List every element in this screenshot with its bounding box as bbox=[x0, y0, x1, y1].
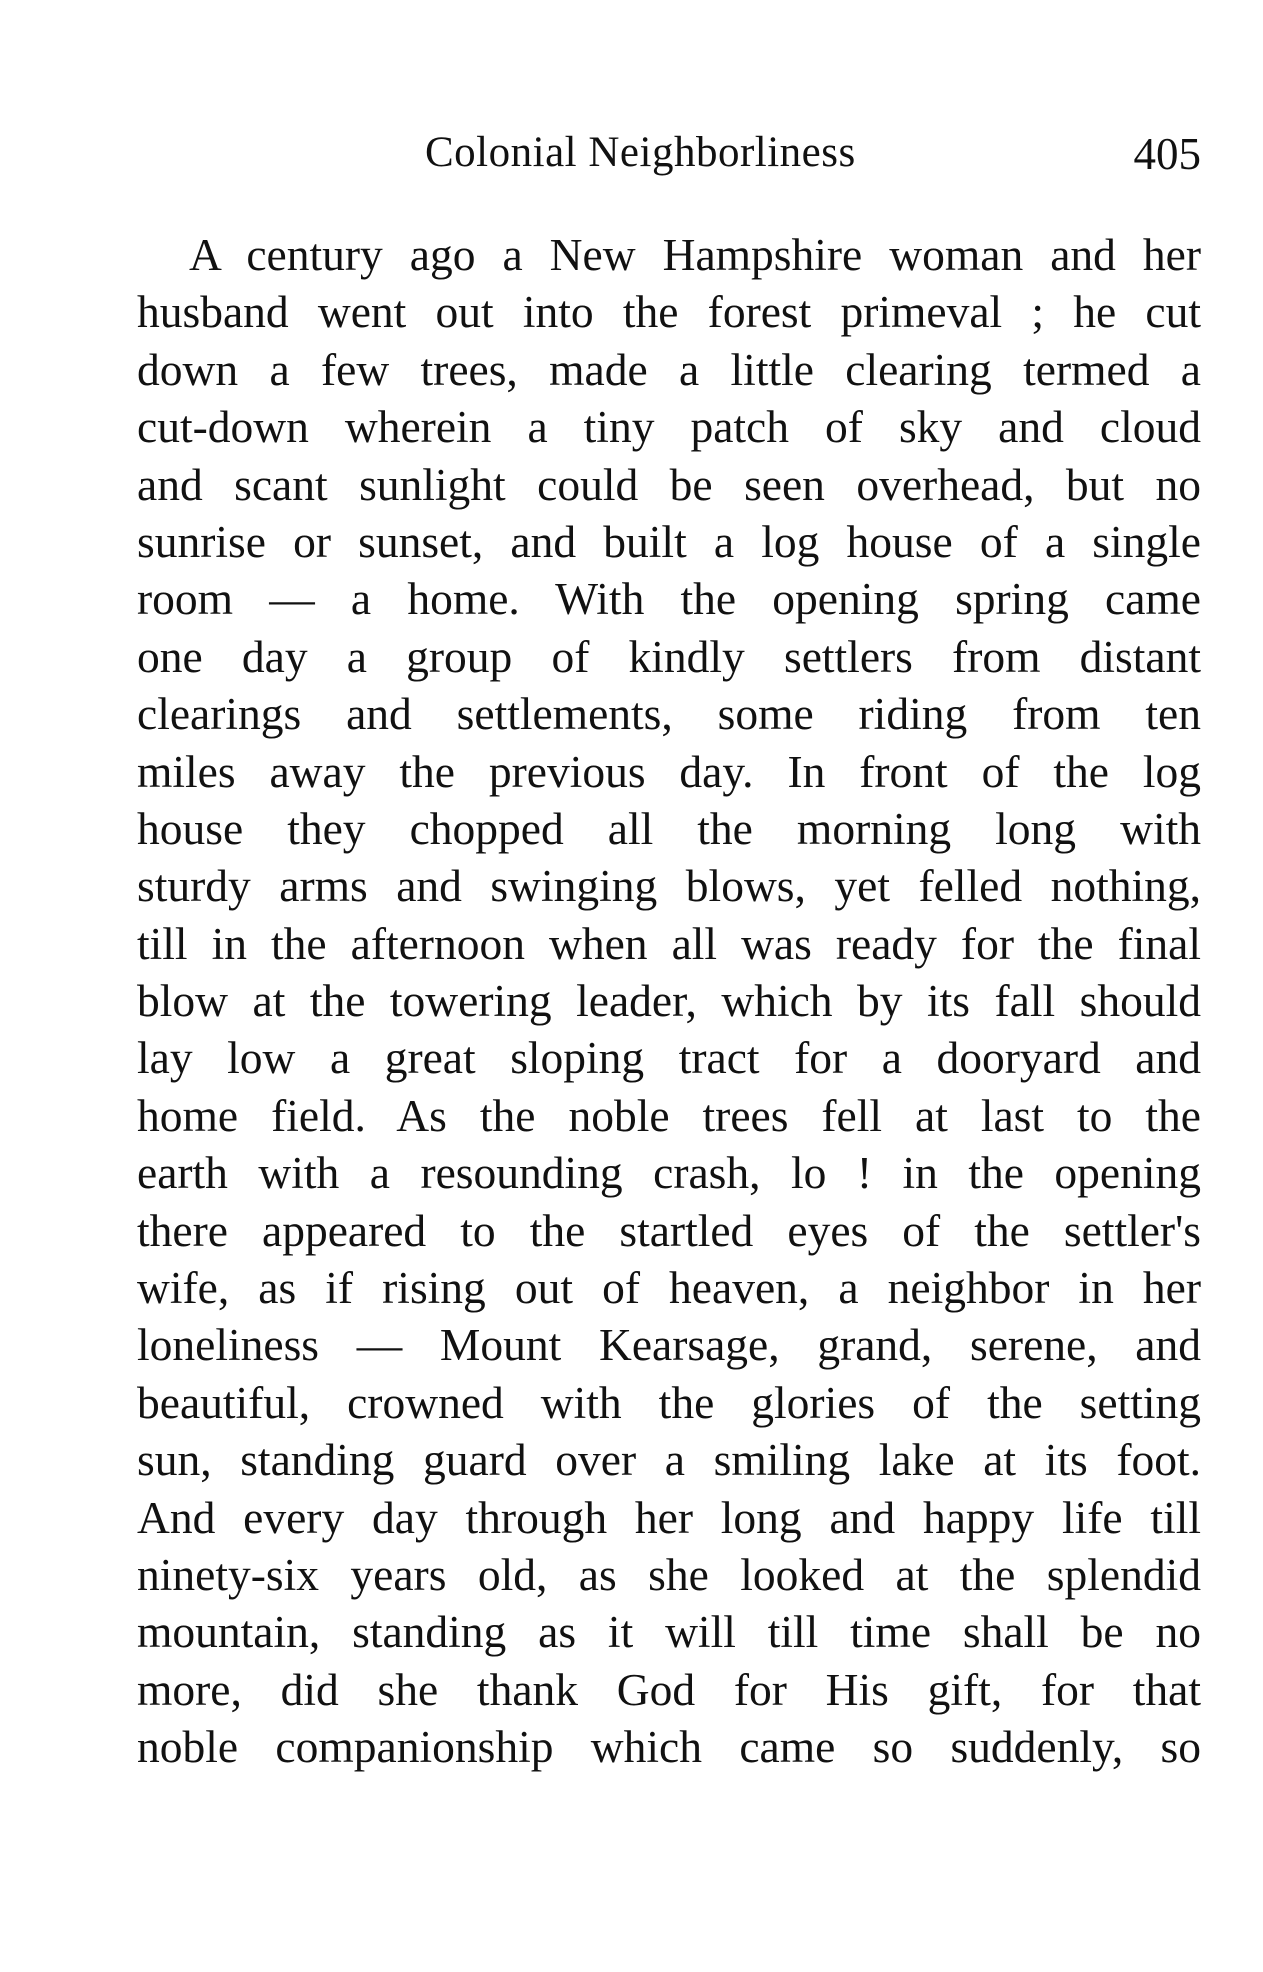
text-line: ninety-six years old, as she looked at the splendid bbox=[137, 1548, 1201, 1600]
text-line: more, did she thank God for His gift, for that bbox=[137, 1663, 1201, 1715]
text-line: sturdy arms and swinging blows, yet felled nothing, bbox=[137, 860, 1201, 912]
text-line: miles away the previous day. In front of the log bbox=[137, 745, 1201, 797]
text-line: down a few trees, made a little clearing termed a bbox=[137, 343, 1201, 395]
text-line: lay low a great sloping tract for a dooryard and bbox=[137, 1032, 1201, 1084]
running-head bbox=[137, 128, 1201, 188]
text-line: sunrise or sunset, and built a log house of a single bbox=[137, 515, 1201, 567]
text-line: till in the afternoon when all was ready for the final bbox=[137, 917, 1201, 969]
text-line: blow at the towering leader, which by its fall should bbox=[137, 975, 1201, 1027]
text-line: and scant sunlight could be seen overhead, but no bbox=[137, 458, 1201, 510]
text-line: home field. As the noble trees fell at last to the bbox=[137, 1089, 1201, 1141]
text-line: loneliness — Mount Kearsage, grand, serene, and bbox=[137, 1319, 1201, 1371]
text-line: sun, standing guard over a smiling lake at its foot. bbox=[137, 1434, 1201, 1486]
text-line: beautiful, crowned with the glories of the setting bbox=[137, 1376, 1201, 1428]
text-line: there appeared to the startled eyes of the settler's bbox=[137, 1204, 1201, 1256]
body-paragraph bbox=[137, 226, 1201, 1776]
page-number: 405 bbox=[1133, 129, 1201, 179]
text-line: room — a home. With the opening spring came bbox=[137, 573, 1201, 625]
text-line: cut-down wherein a tiny patch of sky and cloud bbox=[137, 401, 1201, 453]
text-line: And every day through her long and happy life till bbox=[137, 1491, 1201, 1543]
text-line: clearings and settlements, some riding from ten bbox=[137, 688, 1201, 740]
text-line: wife, as if rising out of heaven, a neighbor in her bbox=[137, 1262, 1201, 1314]
running-title: Colonial Neighborliness bbox=[425, 129, 856, 176]
text-line: A century ago a New Hampshire woman and her bbox=[189, 229, 1201, 280]
text-line: noble companionship which came so suddenly, so bbox=[137, 1721, 1201, 1773]
text-line: one day a group of kindly settlers from distant bbox=[137, 630, 1201, 682]
text-line: mountain, standing as it will till time shall be no bbox=[137, 1606, 1201, 1658]
text-line: husband went out into the forest primeval ; he cut bbox=[137, 286, 1201, 338]
text-line: earth with a resounding crash, lo ! in the opening bbox=[137, 1147, 1201, 1199]
text-line: house they chopped all the morning long with bbox=[137, 802, 1201, 854]
